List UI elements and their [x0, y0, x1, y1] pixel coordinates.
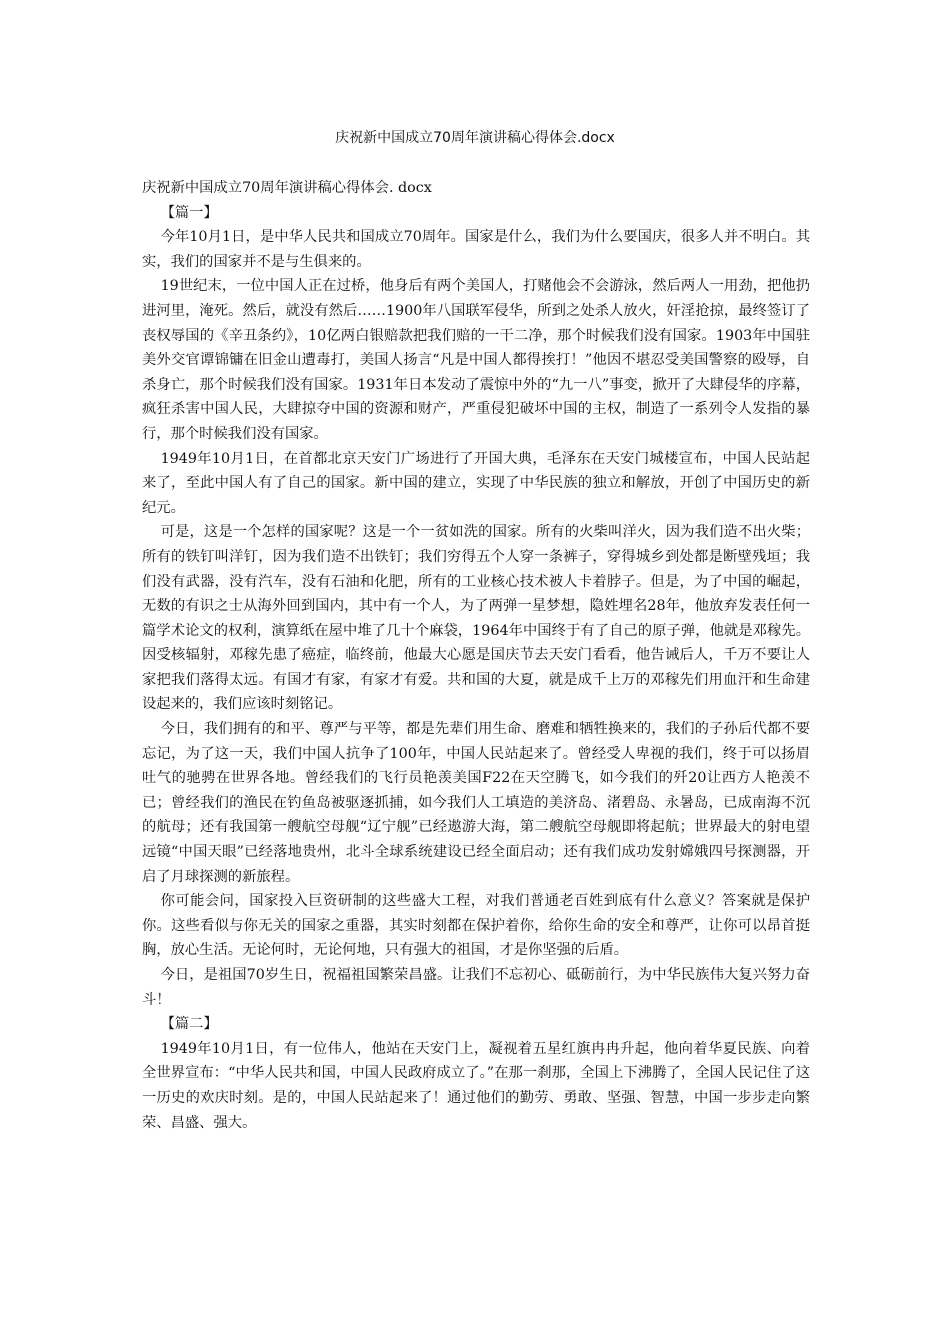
paragraph: 今年10月1日，是中华人民共和国成立70周年。国家是什么，我们为什么要国庆，很多人并不明白。其实，我们的国家并不是与生俱来的。: [142, 229, 810, 270]
paragraph: 你可能会问，国家投入巨资研制的这些盛大工程，对我们普通老百姓到底有什么意义？答案就是保护你。这些看似与你无关的国家之重器，其实时刻都在保护着你，给你生命的安全和尊严，让你可以昂首挺胸，放心生活。无论何时，无论何地，只有强大的祖国，才是你坚强的后盾。: [142, 893, 810, 959]
section-heading-one: 【篇一】: [160, 204, 218, 221]
paragraph: 19世纪末，一位中国人正在过桥，他身后有两个美国人，打赌他会不会游泳，然后两人一用劲，把他扔进河里，淹死。然后，就没有然后……1900年八国联军侵华，所到之处杀人放火，奸淫抢掠，最终签订了丧权辱国的《辛丑条约》，10亿两白银赔款把我们赔的一干二净，那个时候我们没有国家。1903年中国驻美外交官谭锦镛在旧金山遭毒打，美国人扬言“凡是中国人都得挨打！”他因不堪忍受美国警察的殴辱，自杀身亡，那个时候我们没有国家。1931年日本发动了震惊中外的“九一八”事变，掀开了大肆侵华的序幕，疯狂杀害中国人民，大肆掠夺中国的资源和财产，严重侵犯破坏中国的主权，制造了一系列令人发指的暴行，那个时候我们没有国家。: [142, 278, 810, 442]
paragraph: 1949年10月1日，有一位伟人，他站在天安门上，凝视着五星红旗冉冉升起，他向着华夏民族、向着全世界宣布：“中华人民共和国，中国人民政府成立了。”在那一刹那，全国上下沸腾了，全国人民记住了这一历史的欢庆时刻。是的，中国人民站起来了！通过他们的勤劳、勇敢、坚强、智慧，中国一步步走向繁荣、昌盛、强大。: [142, 1040, 810, 1131]
section-heading-two: 【篇二】: [160, 1016, 218, 1033]
paragraph: 可是，这是一个怎样的国家呢？这是一个一贫如洗的国家。所有的火柴叫洋火，因为我们造不出火柴；所有的铁钉叫洋钉，因为我们造不出铁钉；我们穷得五个人穿一条裤子，穿得城乡到处都是断壁残垣；我们没有武器，没有汽车，没有石油和化肥，所有的工业核心技术被人卡着脖子。但是，为了中国的崛起，无数的有识之士从海外回到国内，其中有一个人，为了两弹一星梦想，隐姓埋名28年，他放弃发表任何一篇学术论文的权利，演算纸在屋中堆了几十个麻袋，1964年中国终于有了自己的原子弹，他就是邓稼先。因受核辐射，邓稼先患了癌症，临终前，他最大心愿是国庆节去天安门看看，他告诫后人，千万不要让人家把我们落得太远。有国才有家，有家才有爱。共和国的大夏，就是成千上万的邓稼先们用血汗和生命建设起来的，我们应该时刻铭记。: [142, 524, 810, 713]
document-title: 庆祝新中国成立70周年演讲稿心得体会.docx: [335, 130, 615, 146]
paragraph: 今日，是祖国70岁生日，祝福祖国繁荣昌盛。让我们不忘初心、砥砺前行，为中华民族伟大复兴努力奋斗！: [142, 967, 810, 1008]
paragraph: 1949年10月1日，在首都北京天安门广场进行了开国大典，毛泽东在天安门城楼宣布，中国人民站起来了，至此中国人有了自己的国家。新中国的建立，实现了中华民族的独立和解放，开创了中国历史的新纪元。: [142, 450, 810, 516]
document-subtitle: 庆祝新中国成立70周年演讲稿心得体会. docx: [142, 180, 432, 196]
paragraph: 今日，我们拥有的和平、尊严与平等，都是先辈们用生命、磨难和牺牲换来的，我们的子孙后代都不要忘记，为了这一天，我们中国人抗争了100年，中国人民站起来了。曾经受人卑视的我们，终于可以扬眉吐气的驰骋在世界各地。曾经我们的飞行员艳羡美国F22在天空腾飞，如今我们的歼20让西方人艳羡不已；曾经我们的渔民在钓鱼岛被驱逐抓捕，如今我们人工填造的美济岛、渚碧岛、永暑岛，已成南海不沉的航母；还有我国第一艘航空母舰“辽宁舰”已经遨游大海，第二艘航空母舰即将起航；世界最大的射电望远镜“中国天眼”已经落地贵州，北斗全球系统建设已经全面启动；还有我们成功发射嫦娥四号探测器，开启了月球探测的新旅程。: [142, 721, 810, 885]
document-body: [142, 176, 810, 1135]
